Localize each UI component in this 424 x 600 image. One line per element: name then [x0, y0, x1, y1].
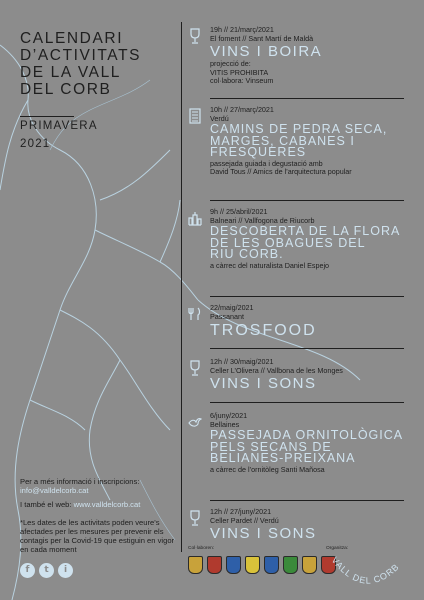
- event-title: FRESQUERES: [210, 145, 307, 160]
- season-label: PRIMAVERA: [20, 120, 98, 132]
- instagram-icon[interactable]: i: [58, 563, 73, 578]
- event-location: Celler L’Olivera // Vallbona de les Monges: [210, 365, 343, 375]
- bird-icon: [188, 414, 202, 430]
- event-location: Passanant: [210, 311, 244, 321]
- event-description: a càrrec del naturalista Daniel Espejo: [210, 260, 330, 270]
- building-icon: [188, 108, 202, 124]
- contact-info: [20, 477, 180, 554]
- poster-title: [20, 30, 180, 98]
- facebook-icon[interactable]: f: [20, 563, 35, 578]
- year-label: 2021: [20, 138, 51, 150]
- municipal-shield-icon: [245, 556, 260, 574]
- event-description: VITIS PROHIBITA: [210, 67, 269, 77]
- timeline-divider: [181, 22, 182, 552]
- title-line: CALENDARI: [20, 30, 124, 47]
- event-divider: [210, 348, 404, 349]
- event-description: projecció de:: [210, 59, 251, 69]
- municipal-shield-icon: [226, 556, 241, 574]
- event-datetime: 12h // 27/juny/2021: [210, 507, 272, 516]
- event-description: a càrrec de l’ornitòleg Santi Mañosa: [210, 464, 325, 474]
- svg-text:VALL DEL CORB: [330, 555, 402, 586]
- vall-del-corb-logo: [325, 552, 405, 594]
- covid-note: *Les dates de les activitats poden veure's afectades per les mesures per prevenir els contagis per la Covid-19 que estiguin en vigor en cada moment: [20, 517, 175, 555]
- event-divider: [210, 200, 404, 201]
- logo-text: VALL DEL CORB: [329, 555, 402, 586]
- email-link[interactable]: info@valldelcorb.cat: [20, 486, 89, 496]
- event-title: BELIANES-PREIXANA: [210, 451, 356, 466]
- event-title: VINS I SONS: [210, 375, 317, 393]
- social-links: [20, 563, 73, 578]
- event-description: David Tous // Amics de l’arquitectura popular: [210, 167, 352, 177]
- spa-icon: [188, 210, 202, 226]
- info-text: I també el web:: [20, 500, 72, 510]
- event-datetime: 12h // 30/maig/2021: [210, 357, 274, 366]
- event-title: MARGES, CABANES I: [210, 133, 355, 148]
- event-divider: [210, 402, 404, 403]
- event-location: Celler Pardet // Verdú: [210, 515, 279, 525]
- event-title: CAMINS DE PEDRA SECA,: [210, 122, 388, 137]
- event-title: DE LES OBAGUES DEL: [210, 235, 366, 250]
- event-location: Bellaines: [210, 419, 240, 429]
- event-datetime: 19h // 21/març/2021: [210, 25, 274, 34]
- event-title: TROSFOOD: [210, 322, 317, 340]
- collaborators-label: Col·laboren:: [188, 546, 215, 551]
- info-text: Per a més informació i inscripcions:: [20, 477, 140, 486]
- municipal-shield-icon: [283, 556, 298, 574]
- event-title: VINS I SONS: [210, 525, 317, 543]
- event-title: PASSEJADA ORNITOLÒGICA: [210, 428, 404, 443]
- collaborator-shields: [188, 556, 336, 574]
- event-title: RIU CORB.: [210, 247, 284, 262]
- web-link[interactable]: www.valldelcorb.cat: [73, 500, 141, 510]
- event-datetime: 6/juny/2021: [210, 411, 248, 420]
- title-line: DEL CORB: [20, 81, 112, 98]
- food-icon: [188, 306, 202, 322]
- municipal-shield-icon: [188, 556, 203, 574]
- wine-glass-icon: [188, 28, 202, 44]
- wine-glass-icon: [188, 360, 202, 376]
- event-description: col·labora: Vinseum: [210, 76, 274, 86]
- event-divider: [210, 98, 404, 99]
- twitter-icon[interactable]: t: [39, 563, 54, 578]
- event-datetime: 22/maig/2021: [210, 303, 254, 312]
- event-datetime: 10h // 27/març/2021: [210, 105, 274, 114]
- event-divider: [210, 500, 404, 501]
- event-description: passejada guiada i degustació amb: [210, 158, 323, 168]
- municipal-shield-icon: [264, 556, 279, 574]
- event-datetime: 9h // 25/abril/2021: [210, 207, 268, 216]
- municipal-shield-icon: [302, 556, 317, 574]
- event-location: Balneari // Vallfogona de Riucorb: [210, 215, 315, 225]
- event-location: Verdú: [210, 113, 229, 123]
- title-divider: [20, 116, 74, 117]
- event-title: DESCOBERTA DE LA FLORA: [210, 224, 401, 239]
- event-title: PELS SECANS DE: [210, 439, 332, 454]
- event-location: El foment // Sant Martí de Maldà: [210, 33, 314, 43]
- event-title: VINS I BOIRA: [210, 43, 323, 61]
- event-divider: [210, 296, 404, 297]
- title-line: D’ACTIVITATS: [20, 47, 142, 64]
- organizer-label: Organitza:: [326, 546, 349, 551]
- title-line: DE LA VALL: [20, 64, 122, 81]
- municipal-shield-icon: [207, 556, 222, 574]
- wine-glass-icon: [188, 510, 202, 526]
